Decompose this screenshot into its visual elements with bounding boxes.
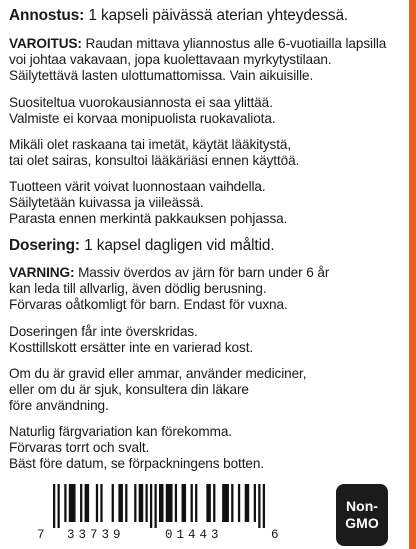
barcode-bar (175, 484, 177, 522)
barcode (37, 484, 281, 544)
barcode-bar (139, 484, 144, 522)
badge-line-2: GMO (345, 515, 379, 531)
barcode-bar (166, 484, 173, 522)
barcode-bar (231, 484, 233, 522)
sv-para-1 (9, 324, 407, 356)
barcode-bar (258, 484, 260, 528)
fi-para-line: Parasta ennen merkintä pakkauksen pohjassa. (9, 211, 288, 226)
barcode-bar (100, 484, 102, 522)
barcode-trail-digit: 6 (271, 528, 279, 542)
fi-para-line: Mikäli olet raskaana tai imetät, käytät lääkitystä, (9, 137, 292, 152)
barcode-lead-digit: 7 (37, 528, 45, 542)
fi-warning-line: Säilytettävä lasten ulottumattomissa. Vain aikuisille. (9, 68, 314, 83)
barcode-bar (154, 484, 156, 528)
barcode-bar (80, 484, 82, 522)
barcode-bar (191, 484, 193, 522)
sv-para-line: Bäst före datum, se förpackningens botten. (9, 456, 264, 471)
sv-para-3 (9, 424, 407, 472)
barcode-bar (125, 484, 127, 522)
fi-warning-label: VAROITUS: (9, 36, 82, 51)
barcode-bar (145, 484, 147, 522)
fi-para-1 (9, 95, 407, 127)
sv-dosage-text: 1 kapsel dagligen vid måltid. (79, 237, 275, 254)
barcode-bar (245, 484, 250, 522)
barcode-bar (213, 484, 215, 522)
sv-warning-label: VARNING: (9, 265, 75, 280)
barcode-bar (238, 484, 240, 522)
barcode-bar (134, 484, 136, 522)
barcode-right-digits: 01443 (165, 528, 223, 542)
barcode-bar (222, 484, 229, 522)
badge-line-1: Non- (346, 498, 378, 514)
barcode-bar (118, 484, 123, 522)
sv-para-line: Doseringen får inte överskridas. (9, 324, 198, 339)
sv-para-line: Om du är gravid eller ammar, använder mediciner, (9, 366, 307, 381)
fi-para-3 (9, 179, 407, 227)
barcode-bar (254, 484, 256, 522)
sv-warning-line: Massiv överdos av järn för barn under 6 år (74, 265, 330, 280)
barcode-bar (85, 484, 90, 522)
barcode-bar (206, 484, 211, 522)
fi-para-line: tai olet sairas, konsultoi lääkäriäsi ennen käyttöä. (9, 153, 300, 168)
barcode-left-digits: 33739 (67, 528, 125, 542)
non-gmo-badge (336, 484, 388, 546)
barcode-bar (64, 484, 66, 522)
fi-para-line: Tuotteen värit voivat luonnostaan vaihdella. (9, 179, 266, 194)
sv-para-line: Förvaras torrt och svalt. (9, 440, 150, 455)
sv-dosage (9, 236, 407, 255)
sv-para-line: eller om du är sjuk, konsultera din läkare (9, 382, 249, 397)
sv-para-line: Naturlig färgvariation kan förekomma. (9, 424, 232, 439)
barcode-bar (96, 484, 98, 522)
fi-dosage-text: 1 kapseli päivässä aterian yhteydessä. (84, 7, 349, 24)
fi-para-line: Säilytetään kuivassa ja viileässä. (9, 195, 204, 210)
fi-dosage (9, 6, 407, 25)
barcode-bar (69, 484, 76, 522)
fi-warning-line: voi johtaa vakavaan, jopa kuolettavaan myrkytystilaan. (9, 52, 332, 67)
sv-warning-line: Förvaras oåtkomligt för barn. Endast för vuxna. (9, 297, 288, 312)
fi-para-2 (9, 137, 407, 169)
sv-para-line: före användning. (9, 398, 109, 413)
fi-para-line: Valmiste ei korvaa monipuolista ruokavaliota. (9, 111, 276, 126)
fi-para-line: Suositeltua vuorokausiannosta ei saa ylittää. (9, 95, 273, 110)
fi-dosage-label: Annostus: (9, 7, 85, 24)
barcode-bar (150, 484, 152, 528)
barcode-bars (53, 484, 265, 528)
sv-para-line: Kosttillskott ersätter inte en varierad kost. (9, 340, 254, 355)
barcode-bar (58, 484, 60, 528)
sv-warning-line: kan leda till allvarlig, även dödlig berusning. (9, 281, 267, 296)
sv-dosage-label: Dosering: (9, 237, 80, 254)
sv-para-2 (9, 366, 407, 414)
sv-warning (9, 265, 407, 313)
fi-warning (9, 36, 407, 84)
barcode-bar (182, 484, 187, 522)
barcode-bar (263, 484, 265, 528)
barcode-bar (159, 484, 164, 522)
fi-warning-line: Raudan mittava yliannostus alle 6-vuotiailla lapsilla (81, 36, 387, 51)
barcode-bar (53, 484, 55, 528)
orange-side-stripe (409, 0, 416, 549)
barcode-bar (112, 484, 114, 522)
barcode-bar (195, 484, 197, 522)
